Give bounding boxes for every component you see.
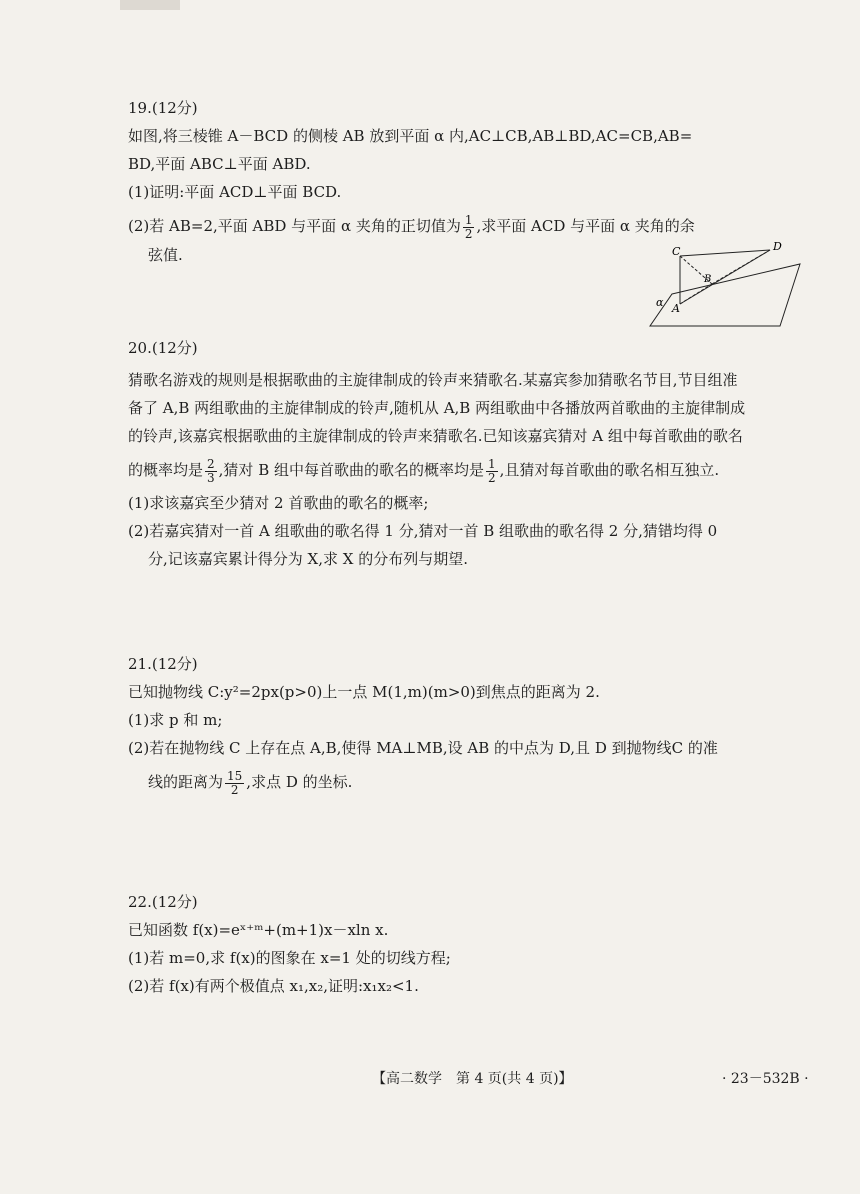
edge-cd: [680, 250, 770, 256]
question-20-line-2: 备了 A,B 两组歌曲的主旋律制成的铃声,随机从 A,B 两组歌曲中各播放两首歌曲的主旋律制成: [128, 399, 746, 417]
question-20-line-1: 猜歌名游戏的规则是根据歌曲的主旋律制成的铃声来猜歌名.某嘉宾参加猜歌名节目,节目组准: [128, 371, 738, 389]
footer-page-info: 【高二数学 第 4 页(共 4 页)】: [372, 1071, 573, 1087]
question-20-line-4-a: 的概率均是: [128, 461, 204, 479]
question-20-line-4-c: ,且猜对每首歌曲的歌名相互独立.: [499, 461, 720, 479]
question-19-part-2-a: (2)若 AB=2,平面 ABD 与平面 α 夹角的正切值为: [128, 217, 461, 235]
question-20-line-4: [128, 456, 808, 485]
question-20: [128, 334, 808, 573]
question-21-part-1: (1)求 p 和 m;: [128, 711, 223, 729]
top-scan-mark: [120, 0, 180, 10]
question-22: [128, 888, 808, 1000]
question-20-fraction-b: [486, 458, 498, 485]
label-a: A: [672, 302, 680, 315]
fraction-denominator: 2: [230, 782, 239, 797]
question-20-part-1: (1)求该嘉宾至少猜对 2 首歌曲的歌名的概率;: [128, 493, 429, 512]
question-21-line-1: 已知抛物线 C:y²=2px(p>0)上一点 M(1,m)(m>0)到焦点的距离为 2.: [128, 683, 600, 701]
question-19-line-2: BD,平面 ABC⊥平面 ABD.: [128, 155, 311, 173]
question-21-part-2-c: ,求点 D 的坐标.: [246, 773, 353, 791]
question-20-line-3: 的铃声,该嘉宾根据歌曲的主旋律制成的铃声来猜歌名.已知该嘉宾猜对 A 组中每首歌曲的歌名: [128, 427, 743, 445]
question-21-number: 21.(12分): [128, 655, 198, 673]
pyramid-figure: [640, 236, 810, 336]
question-20-number: 20.(12分): [128, 339, 198, 357]
question-19-number: 19.(12分): [128, 99, 198, 117]
question-20-part-2-b: 分,记该嘉宾累计得分为 X,求 X 的分布列与期望.: [148, 549, 468, 568]
question-21-part-2-b: [128, 768, 808, 797]
fraction-numerator: 1: [464, 212, 473, 227]
question-21-part-2-a: (2)若在抛物线 C 上存在点 A,B,使得 MA⊥MB,设 AB 的中点为 D,且 D 到抛物线C 的准: [128, 739, 718, 757]
plane-alpha-outline: [650, 264, 800, 326]
fraction-denominator: 3: [207, 470, 215, 485]
label-d: D: [773, 240, 782, 253]
question-19-part-1: (1)证明:平面 ACD⊥平面 BCD.: [128, 183, 342, 201]
question-22-line-1: 已知函数 f(x)=eˣ⁺ᵐ+(m+1)x－xln x.: [128, 921, 389, 939]
question-20-part-2-a: (2)若嘉宾猜对一首 A 组歌曲的歌名得 1 分,猜对一首 B 组歌曲的歌名得 2 分,猜错均得 0: [128, 521, 718, 540]
question-22-number: 22.(12分): [128, 893, 198, 911]
question-20-line-4-b: ,猜对 B 组中每首歌曲的歌名的概率均是: [218, 461, 484, 479]
fraction-denominator: 2: [488, 470, 496, 485]
question-22-part-2: (2)若 f(x)有两个极值点 x₁,x₂,证明:x₁x₂<1.: [128, 977, 419, 995]
fraction-numerator: 2: [207, 456, 215, 471]
question-19-part-2-b: ,求平面 ACD 与平面 α 夹角的余: [476, 217, 695, 235]
question-22-part-1: (1)若 m=0,求 f(x)的图象在 x=1 处的切线方程;: [128, 949, 451, 967]
label-c: C: [672, 245, 681, 258]
fraction-denominator: 2: [464, 226, 473, 241]
question-21-part-2-b-text: 线的距离为: [148, 773, 224, 791]
question-19-fraction: [463, 214, 475, 241]
question-19-line-1: 如图,将三棱锥 A－BCD 的侧棱 AB 放到平面 α 内,AC⊥CB,AB⊥BD,AC=CB,AB=: [128, 127, 693, 145]
fraction-numerator: 1: [488, 456, 496, 471]
question-19-part-2-c: 弦值.: [148, 245, 183, 264]
question-21-fraction: [225, 770, 244, 797]
label-b: B: [704, 274, 712, 285]
fraction-numerator: 15: [227, 768, 243, 783]
label-alpha: α: [656, 296, 664, 309]
question-20-fraction-a: [205, 458, 217, 485]
question-21: [128, 650, 808, 797]
footer-exam-code: · 23－532B ·: [722, 1071, 809, 1087]
